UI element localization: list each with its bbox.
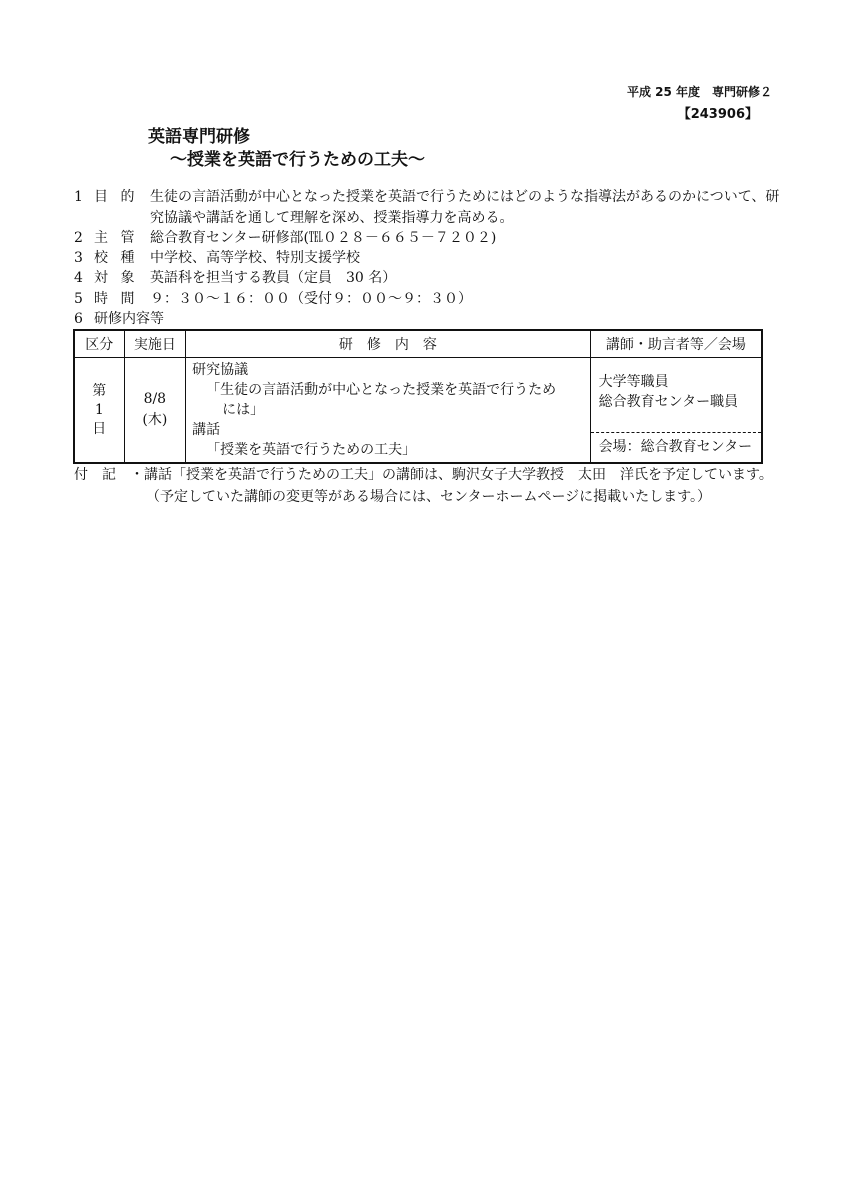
item-content-heading [74,309,164,329]
date-value: 8/8 [143,391,167,407]
note-line: 付 記 ・講話「授業を英語で行うための工夫」の講師は、駒沢女子大学教授 太田 洋氏を予定しています。 [74,467,773,483]
lecturer-cell [590,358,762,464]
day-cell [74,358,124,464]
item-number: 2 [74,230,83,246]
item-purpose-continued: 究協議や講話を通して理解を深め、授業指導力を高める。 [150,210,514,226]
date-cell [124,358,186,464]
item-number: 1 [74,189,83,205]
weekday-value: (木) [142,412,168,428]
item-number: 4 [74,270,83,286]
note-line-continued: （予定していた講師の変更等がある場合には、センターホームページに掲載いたします。） [146,489,712,505]
item-text: 生徒の言語活動が中心となった授業を英語で行うためにはどのような指導法があるのかについて、研 [150,189,780,205]
day-label: 第 [92,382,107,399]
item-time [74,289,472,309]
page-subtitle: ～授業を英語で行うための工夫～ [170,150,425,170]
content-cell [186,358,591,464]
header-lecturer-venue: 講師・助言者等／会場 [590,330,762,358]
content-lecture-title: 講話 [192,422,221,438]
item-label: 目 的 [94,189,139,205]
item-text: ９：３０～１６：００（受付９：００～９：３０） [150,291,472,307]
content-session-topic: 「生徒の言語活動が中心となった授業を英語で行うため [206,382,557,398]
table-row [74,358,762,464]
content-session-title: 研究協議 [192,362,249,378]
item-organizer [74,228,496,248]
item-text: 中学校、高等学校、特別支援学校 [150,250,360,266]
item-school-type [74,248,360,268]
item-label: 主 管 [94,230,139,246]
lecturer-item: 大学等職員 [598,374,669,390]
venue: 会場：総合教育センター [591,432,761,459]
lecturer-item: 総合教育センター職員 [598,394,739,410]
item-number: 3 [74,250,83,266]
item-text: 総合教育センター研修部(℡０２８－６６５－７２０２) [150,230,497,246]
schedule-table [73,329,763,464]
content-lecture-topic: 「授業を英語で行うための工夫」 [206,442,417,458]
item-purpose [74,187,779,207]
fiscal-year-label: 平成 25 年度 専門研修２ [626,85,772,99]
header-division: 区分 [74,330,124,358]
item-number: 6 [74,311,83,327]
header-date: 実施日 [124,330,186,358]
item-label: 研修内容等 [94,311,164,327]
day-suffix: 日 [92,420,107,437]
course-code: 【243906】 [677,107,758,122]
item-label: 対 象 [94,270,139,286]
table-header-row [74,330,762,358]
item-label: 時 間 [94,291,139,307]
day-number: 1 [94,401,104,418]
item-text: 英語科を担当する教員（定員 30 名） [150,270,397,286]
item-number: 5 [74,291,83,307]
header-content: 研 修 内 容 [186,330,591,358]
item-label: 校 種 [94,250,139,266]
item-target [74,268,396,288]
content-session-topic-continued: には」 [222,402,265,418]
page-title: 英語専門研修 [148,127,250,147]
